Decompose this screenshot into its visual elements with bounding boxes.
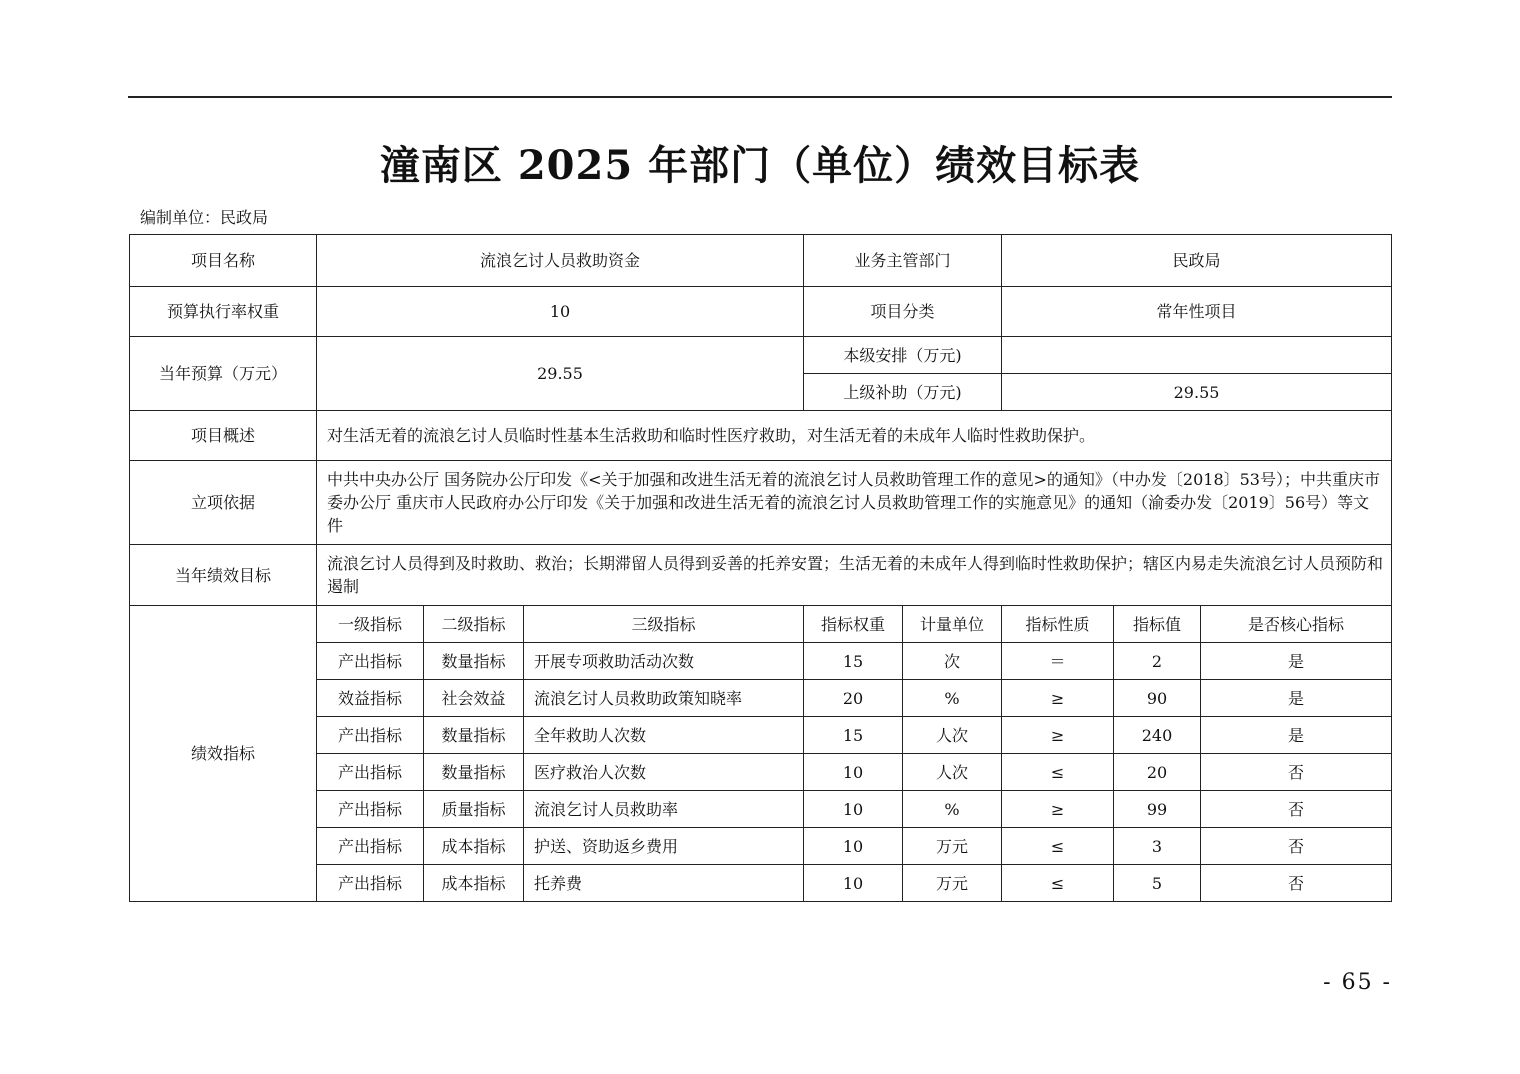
indicators-label: 绩效指标 [130,606,317,902]
page-title: 潼南区 2025 年部门（单位）绩效目标表 [379,142,1141,189]
level1-cell: 效益指标 [317,680,424,717]
unit-cell: 万元 [903,865,1002,902]
unit-cell: 人次 [903,717,1002,754]
indicator-header-row [130,606,1392,643]
value-cell: 90 [1114,680,1201,717]
table-row [130,828,1392,865]
weight-cell: 10 [804,828,903,865]
level1-cell: 产出指标 [317,865,424,902]
header-level2: 二级指标 [424,606,524,643]
value-cell: 240 [1114,717,1201,754]
project-name-label: 项目名称 [130,235,317,287]
unit-cell: 次 [903,643,1002,680]
weight-cell: 20 [804,680,903,717]
row-basis [130,461,1392,545]
table-row [130,865,1392,902]
local-label: 本级安排（万元) [804,337,1002,374]
core-cell: 是 [1201,643,1392,680]
value-cell: 99 [1114,791,1201,828]
unit-cell: 万元 [903,828,1002,865]
level2-cell: 数量指标 [424,643,524,680]
upper-value: 29.55 [1002,374,1392,411]
level2-cell: 质量指标 [424,791,524,828]
core-cell: 否 [1201,828,1392,865]
weight-cell: 15 [804,717,903,754]
level2-cell: 社会效益 [424,680,524,717]
header-value: 指标值 [1114,606,1201,643]
value-cell: 3 [1114,828,1201,865]
level2-cell: 数量指标 [424,717,524,754]
header-level1: 一级指标 [317,606,424,643]
row-weight [130,287,1392,337]
level2-cell: 成本指标 [424,828,524,865]
header-unit: 计量单位 [903,606,1002,643]
performance-table [129,234,1392,902]
nature-cell: ≤ [1002,754,1114,791]
nature-cell: ＝ [1002,643,1114,680]
weight-cell: 10 [804,791,903,828]
budget-label: 当年预算（万元） [130,337,317,411]
header-nature: 指标性质 [1002,606,1114,643]
table-row [130,643,1392,680]
unit-cell: % [903,791,1002,828]
level1-cell: 产出指标 [317,754,424,791]
overview-label: 项目概述 [130,411,317,461]
project-name-value: 流浪乞讨人员救助资金 [317,235,804,287]
table-row [130,754,1392,791]
level1-cell: 产出指标 [317,643,424,680]
basis-value: 中共中央办公厅 国务院办公厅印发《<关于加强和改进生活无着的流浪乞讨人员救助管理工作的意见>的通知》（中办发〔2018〕53号）；中共重庆市委办公厅 重庆市人民政府办公厅印发《关于加强和改进生活无着的流浪乞讨人员救助管理工作的实施意见》的通知（渝委办发〔2019〕56号）等文件 [317,461,1392,545]
level3-cell: 托养费 [524,865,804,902]
nature-cell: ≤ [1002,828,1114,865]
weight-label: 预算执行率权重 [130,287,317,337]
weight-cell: 10 [804,865,903,902]
core-cell: 否 [1201,865,1392,902]
level3-cell: 流浪乞讨人员救助政策知晓率 [524,680,804,717]
header-core: 是否核心指标 [1201,606,1392,643]
row-goal [130,545,1392,606]
value-cell: 2 [1114,643,1201,680]
row-budget [130,337,1392,374]
compiling-unit: 编制单位：民政局 [140,208,269,227]
row-overview [130,411,1392,461]
nature-cell: ≥ [1002,791,1114,828]
value-cell: 5 [1114,865,1201,902]
category-value: 常年性项目 [1002,287,1392,337]
header-level3: 三级指标 [524,606,804,643]
unit-cell: % [903,680,1002,717]
level1-cell: 产出指标 [317,717,424,754]
header-weight: 指标权重 [804,606,903,643]
level3-cell: 医疗救治人次数 [524,754,804,791]
overview-value: 对生活无着的流浪乞讨人员临时性基本生活救助和临时性医疗救助，对生活无着的未成年人临时性救助保护。 [317,411,1392,461]
goal-label: 当年绩效目标 [130,545,317,606]
unit-cell: 人次 [903,754,1002,791]
level3-cell: 开展专项救助活动次数 [524,643,804,680]
level3-cell: 护送、资助返乡费用 [524,828,804,865]
table-row [130,680,1392,717]
nature-cell: ≥ [1002,717,1114,754]
core-cell: 否 [1201,754,1392,791]
level1-cell: 产出指标 [317,828,424,865]
table-row [130,791,1392,828]
core-cell: 否 [1201,791,1392,828]
top-rule [128,96,1392,98]
level1-cell: 产出指标 [317,791,424,828]
row-project-name [130,235,1392,287]
page-number: - 65 - [1323,970,1392,995]
level3-cell: 全年救助人次数 [524,717,804,754]
level3-cell: 流浪乞讨人员救助率 [524,791,804,828]
budget-value: 29.55 [317,337,804,411]
nature-cell: ≤ [1002,865,1114,902]
weight-cell: 15 [804,643,903,680]
dept-value: 民政局 [1002,235,1392,287]
category-label: 项目分类 [804,287,1002,337]
level2-cell: 数量指标 [424,754,524,791]
nature-cell: ≥ [1002,680,1114,717]
upper-label: 上级补助（万元) [804,374,1002,411]
core-cell: 是 [1201,680,1392,717]
table-row [130,717,1392,754]
core-cell: 是 [1201,717,1392,754]
weight-cell: 10 [804,754,903,791]
basis-label: 立项依据 [130,461,317,545]
value-cell: 20 [1114,754,1201,791]
goal-value: 流浪乞讨人员得到及时救助、救治；长期滞留人员得到妥善的托养安置；生活无着的未成年人得到临时性救助保护；辖区内易走失流浪乞讨人员预防和遏制 [317,545,1392,606]
dept-label: 业务主管部门 [804,235,1002,287]
local-value [1002,337,1392,374]
weight-value: 10 [317,287,804,337]
level2-cell: 成本指标 [424,865,524,902]
